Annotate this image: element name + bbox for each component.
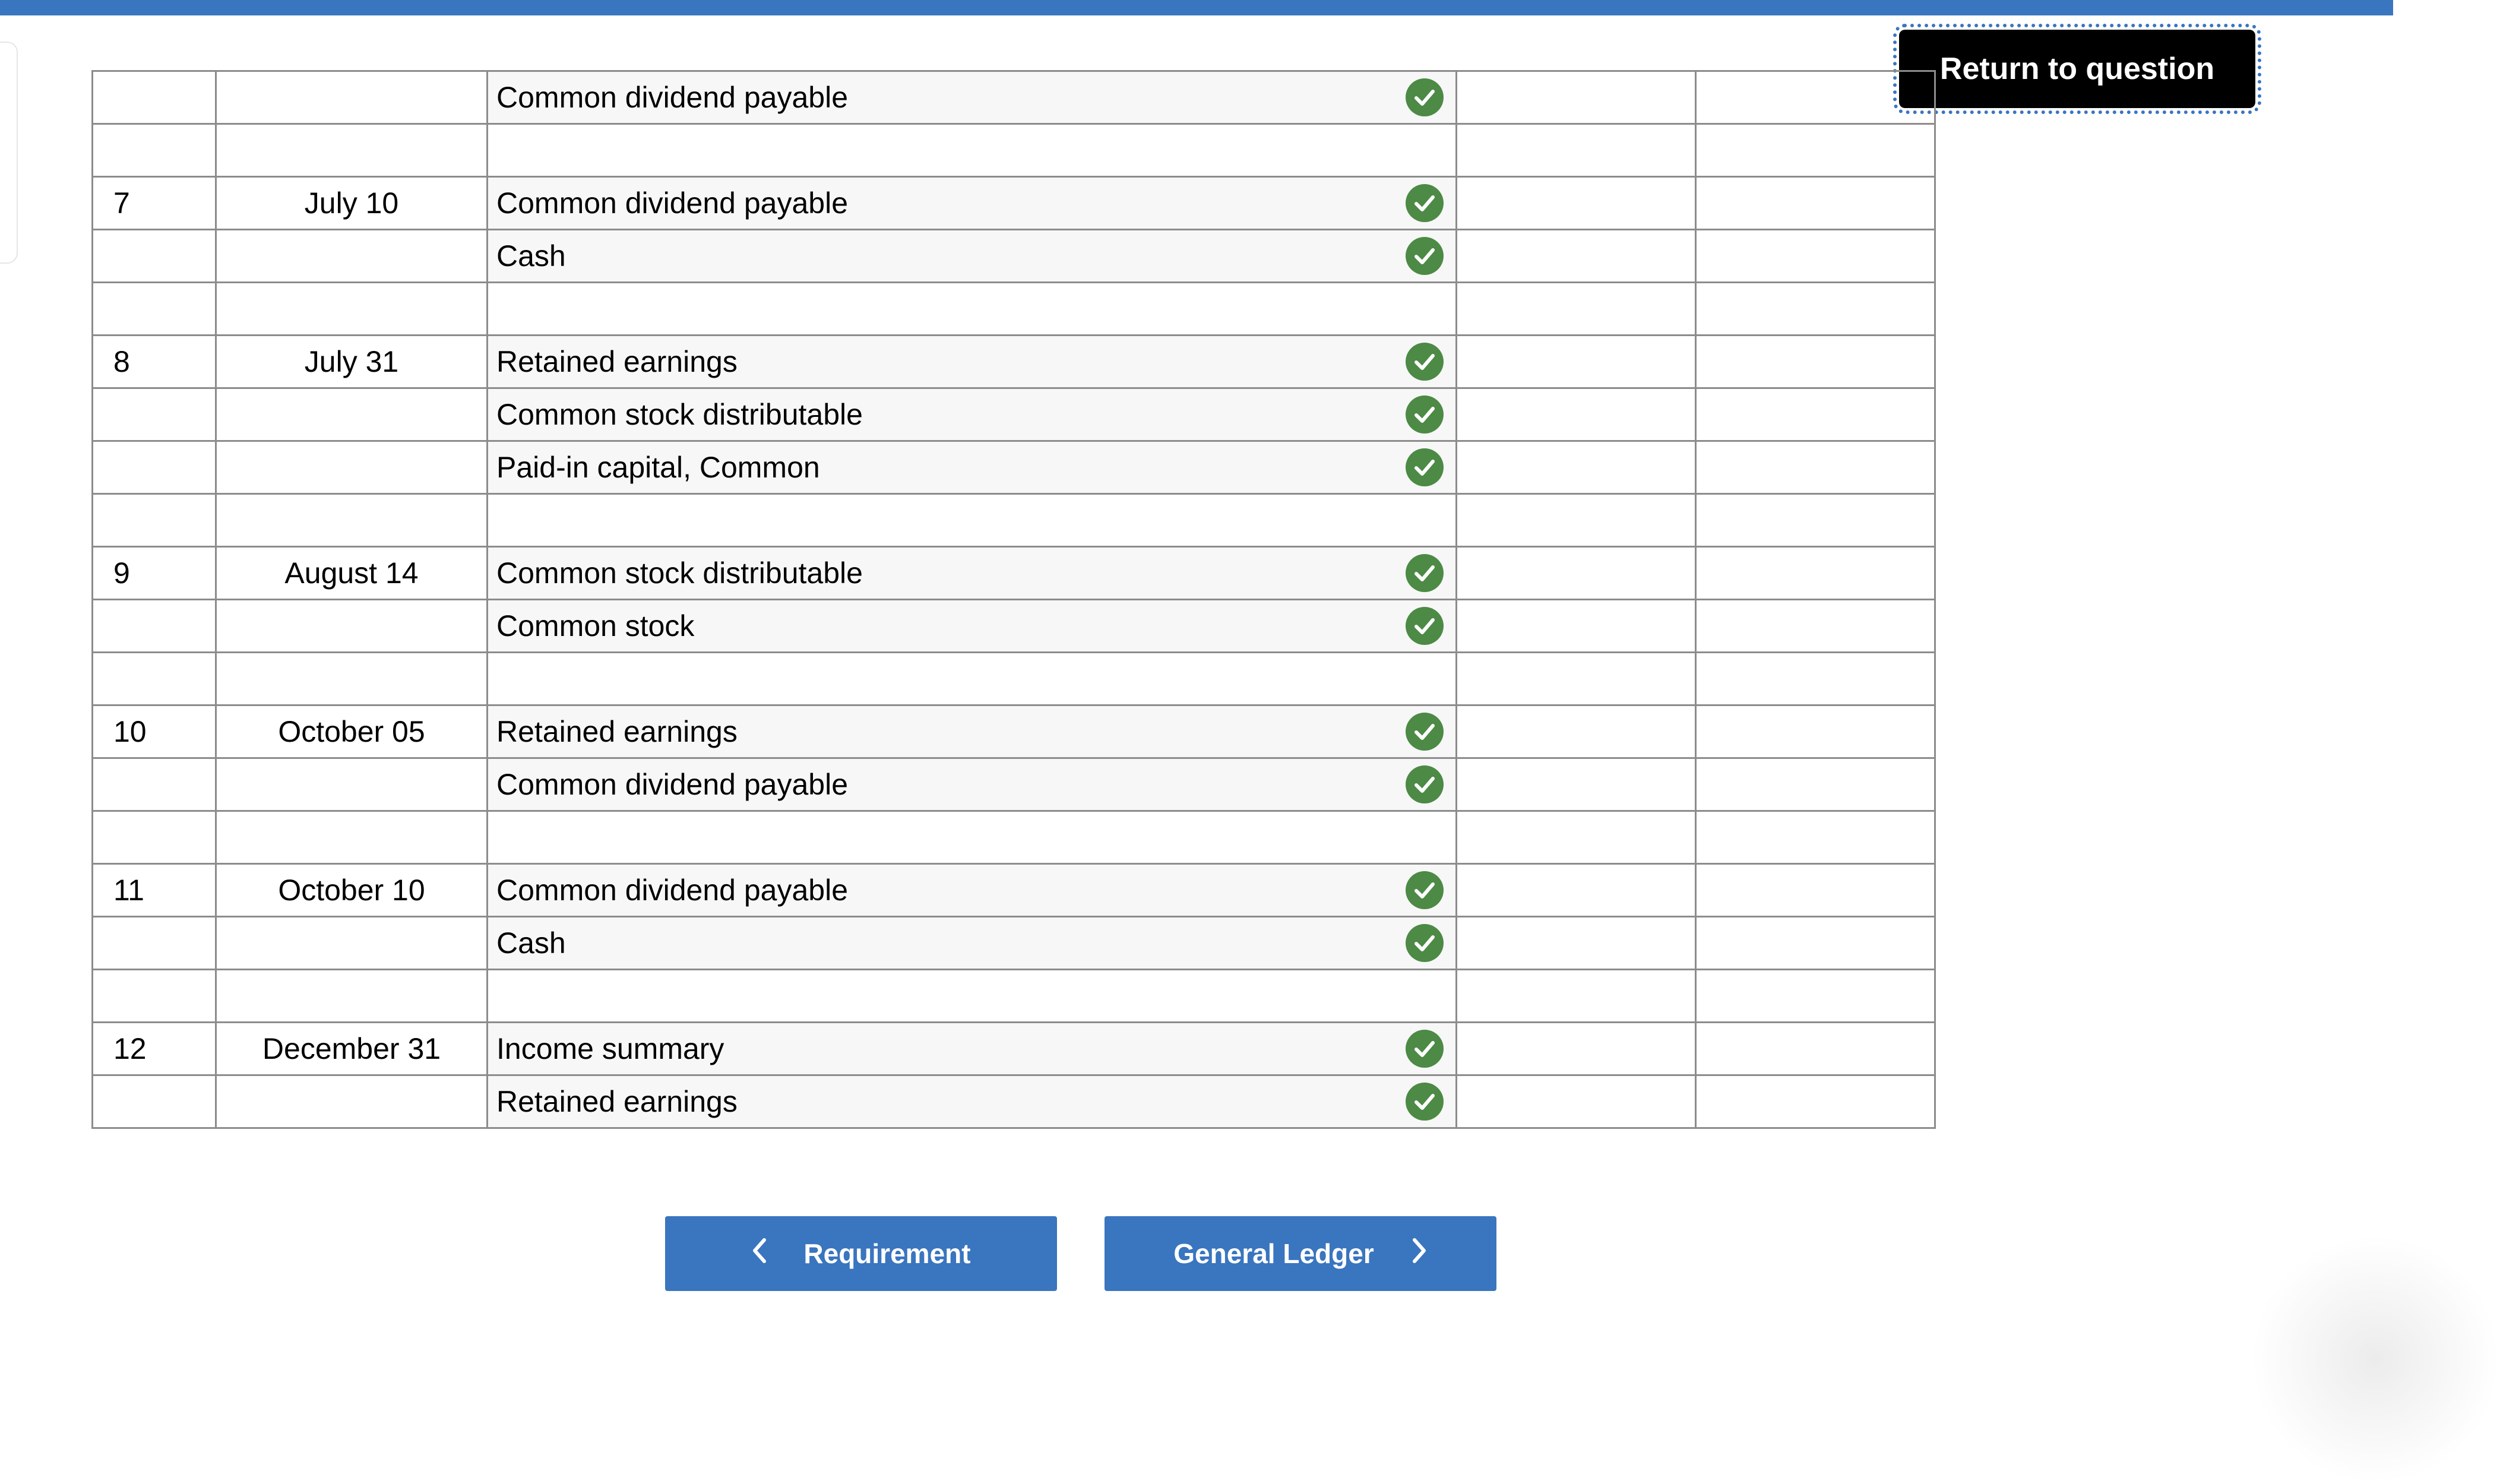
account-cell[interactable] [488, 124, 1457, 177]
account-name: Retained earnings [496, 715, 738, 748]
check-circle-icon [1406, 607, 1444, 645]
date-cell [216, 917, 488, 970]
entry-number-cell [93, 1075, 216, 1128]
date-cell [216, 230, 488, 283]
credit-cell[interactable] [1696, 71, 1935, 124]
entry-number-cell: 9 [93, 547, 216, 600]
credit-cell[interactable] [1696, 283, 1935, 336]
entry-number-cell [93, 441, 216, 494]
account-name: Common dividend payable [496, 874, 849, 907]
account-cell[interactable] [488, 917, 1457, 970]
check-circle-icon [1406, 713, 1444, 751]
check-circle-icon [1406, 554, 1444, 592]
debit-cell[interactable] [1457, 388, 1696, 441]
entry-number-cell: 12 [93, 1023, 216, 1075]
credit-cell[interactable] [1696, 388, 1935, 441]
journal-row [93, 864, 1935, 917]
credit-cell[interactable] [1696, 970, 1935, 1023]
account-cell[interactable] [488, 1075, 1457, 1128]
debit-cell[interactable] [1457, 653, 1696, 705]
credit-cell[interactable] [1696, 494, 1935, 547]
credit-cell[interactable] [1696, 758, 1935, 811]
account-cell[interactable] [488, 811, 1457, 864]
debit-cell[interactable] [1457, 1075, 1696, 1128]
debit-cell[interactable] [1457, 124, 1696, 177]
journal-row [93, 283, 1935, 336]
journal-row [93, 811, 1935, 864]
account-cell[interactable] [488, 705, 1457, 758]
journal-row [93, 970, 1935, 1023]
account-cell[interactable] [488, 177, 1457, 230]
entry-number-cell: 10 [93, 705, 216, 758]
account-cell[interactable] [488, 71, 1457, 124]
journal-row [93, 705, 1935, 758]
journal-row [93, 124, 1935, 177]
account-cell[interactable] [488, 864, 1457, 917]
credit-cell[interactable] [1696, 336, 1935, 388]
journal-row [93, 600, 1935, 653]
credit-cell[interactable] [1696, 547, 1935, 600]
credit-cell[interactable] [1696, 441, 1935, 494]
entry-number-cell [93, 917, 216, 970]
general-ledger-button-label: General Ledger [1173, 1238, 1374, 1269]
debit-cell[interactable] [1457, 336, 1696, 388]
debit-cell[interactable] [1457, 758, 1696, 811]
date-cell [216, 653, 488, 705]
account-name: Common stock [496, 609, 695, 643]
credit-cell[interactable] [1696, 600, 1935, 653]
account-cell[interactable] [488, 388, 1457, 441]
date-cell [216, 1075, 488, 1128]
debit-cell[interactable] [1457, 811, 1696, 864]
check-circle-icon [1406, 871, 1444, 909]
date-cell: July 31 [216, 336, 488, 388]
account-cell[interactable] [488, 653, 1457, 705]
entry-number-cell [93, 653, 216, 705]
debit-cell[interactable] [1457, 705, 1696, 758]
account-name: Income summary [496, 1032, 724, 1065]
date-cell [216, 388, 488, 441]
date-cell [216, 71, 488, 124]
date-cell: August 14 [216, 547, 488, 600]
credit-cell[interactable] [1696, 1023, 1935, 1075]
date-cell [216, 758, 488, 811]
account-cell[interactable] [488, 970, 1457, 1023]
check-circle-icon [1406, 1030, 1444, 1068]
debit-cell[interactable] [1457, 917, 1696, 970]
journal-row [93, 494, 1935, 547]
credit-cell[interactable] [1696, 230, 1935, 283]
account-name: Common dividend payable [496, 768, 849, 801]
entry-number-cell [93, 600, 216, 653]
requirement-button[interactable] [665, 1216, 1057, 1291]
entry-number-cell [93, 758, 216, 811]
account-cell[interactable] [488, 230, 1457, 283]
journal-row [93, 653, 1935, 705]
debit-cell[interactable] [1457, 441, 1696, 494]
entry-number-cell [93, 388, 216, 441]
credit-cell[interactable] [1696, 864, 1935, 917]
entry-number-cell: 8 [93, 336, 216, 388]
account-cell[interactable] [488, 441, 1457, 494]
date-cell: October 05 [216, 705, 488, 758]
debit-cell[interactable] [1457, 230, 1696, 283]
date-cell [216, 494, 488, 547]
check-circle-icon [1406, 448, 1444, 486]
entry-number-cell [93, 71, 216, 124]
debit-cell[interactable] [1457, 970, 1696, 1023]
account-cell[interactable] [488, 600, 1457, 653]
account-cell[interactable] [488, 1023, 1457, 1075]
account-name: Retained earnings [496, 345, 738, 378]
journal-row [93, 917, 1935, 970]
debit-cell[interactable] [1457, 177, 1696, 230]
journal-table-viewport [0, 81, 1960, 1194]
check-circle-icon [1406, 395, 1444, 434]
journal-row [93, 230, 1935, 283]
account-name: Common stock distributable [496, 398, 863, 431]
journal-entry-table [91, 70, 1936, 1129]
corner-shadow [2251, 1235, 2500, 1484]
credit-cell[interactable] [1696, 653, 1935, 705]
debit-cell[interactable] [1457, 1023, 1696, 1075]
account-name: Common dividend payable [496, 186, 849, 220]
entry-number-cell [93, 124, 216, 177]
date-cell [216, 283, 488, 336]
date-cell [216, 124, 488, 177]
account-name: Cash [496, 926, 566, 960]
check-circle-icon [1406, 78, 1444, 116]
check-circle-icon [1406, 765, 1444, 803]
account-cell[interactable] [488, 758, 1457, 811]
account-cell[interactable] [488, 336, 1457, 388]
debit-cell[interactable] [1457, 494, 1696, 547]
entry-number-cell: 7 [93, 177, 216, 230]
journal-row [93, 336, 1935, 388]
journal-row [93, 388, 1935, 441]
date-cell [216, 600, 488, 653]
debit-cell[interactable] [1457, 283, 1696, 336]
date-cell [216, 970, 488, 1023]
journal-row [93, 71, 1935, 124]
account-cell[interactable] [488, 547, 1457, 600]
date-cell [216, 441, 488, 494]
credit-cell[interactable] [1696, 124, 1935, 177]
credit-cell[interactable] [1696, 811, 1935, 864]
journal-row [93, 1023, 1935, 1075]
check-circle-icon [1406, 184, 1444, 222]
check-circle-icon [1406, 1083, 1444, 1121]
date-cell: July 10 [216, 177, 488, 230]
debit-cell[interactable] [1457, 864, 1696, 917]
account-name: Cash [496, 239, 566, 273]
entry-number-cell [93, 283, 216, 336]
account-cell[interactable] [488, 494, 1457, 547]
account-name: Paid-in capital, Common [496, 451, 820, 484]
account-name: Common stock distributable [496, 556, 863, 590]
journal-row [93, 1075, 1935, 1128]
entry-number-cell [93, 811, 216, 864]
top-accent-bar [0, 0, 2393, 15]
journal-row [93, 758, 1935, 811]
general-ledger-button[interactable] [1105, 1216, 1496, 1291]
account-cell[interactable] [488, 283, 1457, 336]
credit-cell[interactable] [1696, 177, 1935, 230]
debit-cell[interactable] [1457, 600, 1696, 653]
check-circle-icon [1406, 924, 1444, 962]
debit-cell[interactable] [1457, 547, 1696, 600]
credit-cell[interactable] [1696, 917, 1935, 970]
check-circle-icon [1406, 237, 1444, 275]
entry-number-cell [93, 494, 216, 547]
entry-number-cell: 11 [93, 864, 216, 917]
date-cell [216, 811, 488, 864]
entry-number-cell [93, 970, 216, 1023]
entry-number-cell [93, 230, 216, 283]
chevron-left-icon [751, 1238, 768, 1270]
chevron-right-icon [1411, 1238, 1428, 1270]
date-cell: October 10 [216, 864, 488, 917]
account-name: Retained earnings [496, 1085, 738, 1118]
account-name: Common dividend payable [496, 81, 849, 114]
journal-row [93, 547, 1935, 600]
journal-row [93, 177, 1935, 230]
check-circle-icon [1406, 343, 1444, 381]
requirement-button-label: Requirement [803, 1238, 971, 1269]
date-cell: December 31 [216, 1023, 488, 1075]
return-to-question-button[interactable]: Return to question [1899, 30, 2255, 108]
debit-cell[interactable] [1457, 71, 1696, 124]
journal-row [93, 441, 1935, 494]
credit-cell[interactable] [1696, 705, 1935, 758]
credit-cell[interactable] [1696, 1075, 1935, 1128]
